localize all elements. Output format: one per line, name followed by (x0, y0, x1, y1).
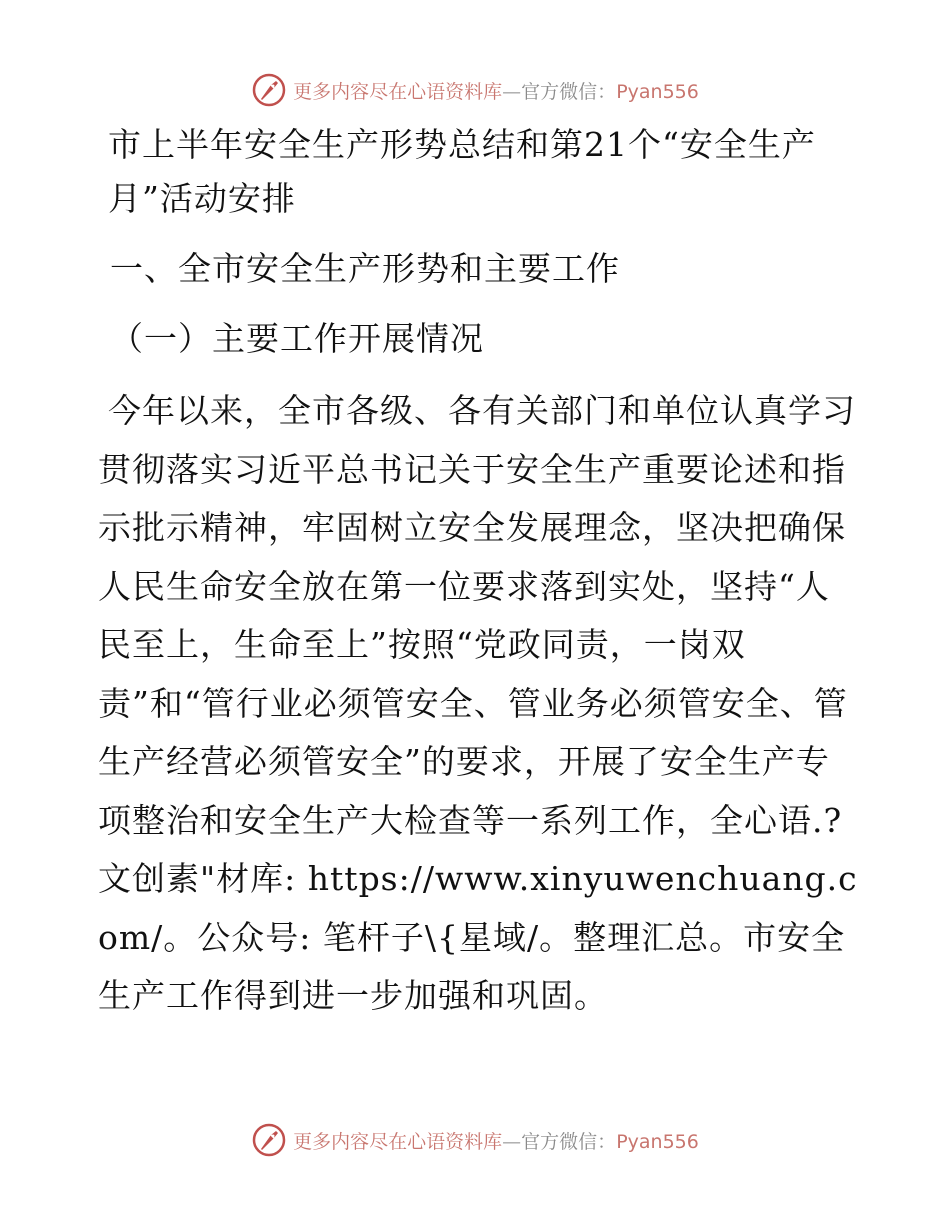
banner-wechat-label: 官方微信： (521, 1130, 617, 1153)
banner-content (251, 1122, 699, 1158)
banner-text (293, 77, 699, 104)
document-title: 市上半年安全生产形势总结和第21个“安全生产月”活动安排 (108, 125, 816, 218)
banner-wechat-label: 官方微信： (521, 80, 617, 103)
banner-text (293, 1127, 699, 1154)
banner-wechat-id: Pyan556 (616, 1130, 699, 1153)
body-paragraph: 今年以来，全市各级、各有关部门和单位认真学习贯彻落实习近平总书记关于安全生产重要论述和指示批示精神，牢固树立安全发展理念，坚决把确保人民生命安全放在第一位要求落到实处，坚持“人民至上，生命至上”按照“党政同责，一岗双责”和“管行业必须管安全、管业务必须管安全、管生产经营必须管安全”的要求，开展了安全生产专项整治和安全生产大检查等一系列工作，全心语.?文创素"材库: https://www.xinyuwenchuang.com/。公众号: 笔杆子\{星域/。整理汇总。市安全生产工作得到进一步加强和巩固。 (98, 391, 858, 1015)
pen-nib-logo-icon (251, 72, 287, 108)
pen-nib-logo-icon (251, 1122, 287, 1158)
header-banner (0, 68, 950, 112)
footer-banner (0, 1118, 950, 1162)
banner-wechat-id: Pyan556 (616, 80, 699, 103)
banner-separator: — (502, 80, 522, 103)
banner-main-text: 更多内容尽在心语资料库 (293, 1130, 503, 1153)
subsection-heading: （一）主要工作开展情况 (110, 319, 484, 358)
banner-main-text: 更多内容尽在心语资料库 (293, 80, 503, 103)
banner-content (251, 72, 699, 108)
document-body (98, 118, 858, 1026)
banner-separator: — (502, 1130, 522, 1153)
section-heading: 一、全市安全生产形势和主要工作 (110, 249, 620, 288)
